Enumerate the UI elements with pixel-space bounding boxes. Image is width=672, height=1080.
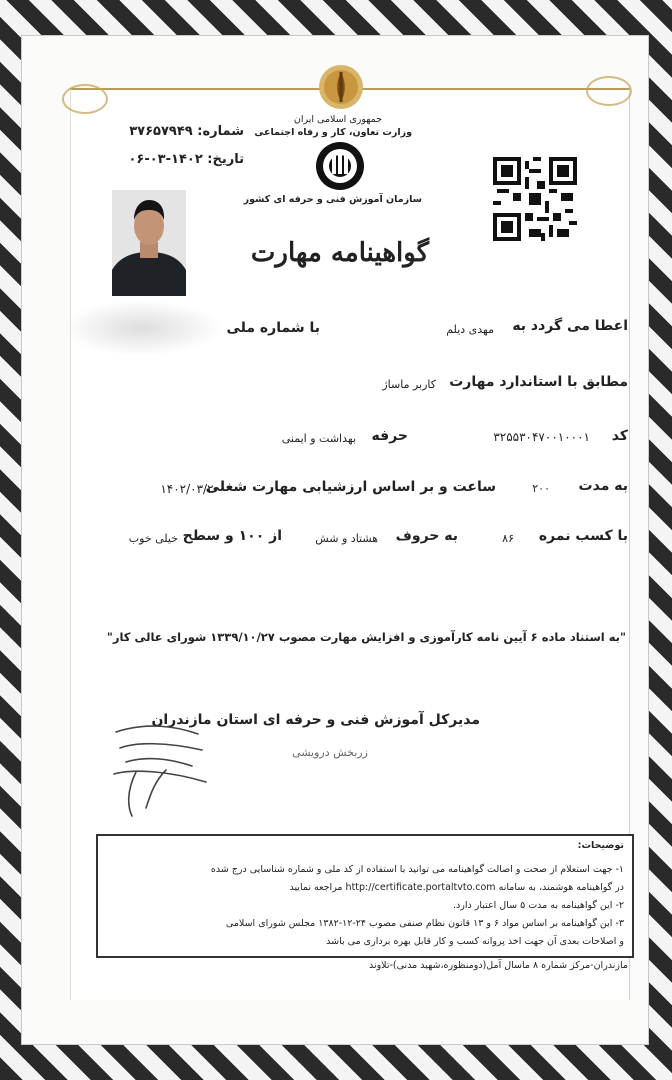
tvto-logo-icon — [314, 140, 366, 192]
qr-code-icon — [493, 156, 577, 242]
legal-reference: "به استناد ماده ۶ آیین نامه کارآموزی و افزایش مهارت مصوب ۱۳۳۹/۱۰/۲۷ شورای عالی کار" — [106, 630, 626, 644]
holder-name: مهدی دیلم — [446, 323, 494, 336]
corner-ornament-left — [62, 84, 108, 114]
person-photo-icon — [112, 190, 186, 296]
signer-title: مدیرکل آموزش فنی و حرفه ای استان مازندران — [151, 712, 480, 728]
hours-text: ساعت و بر اساس ارزشیابی مهارت شغلی — [205, 479, 496, 495]
level-label: از ۱۰۰ و سطح — [182, 528, 282, 544]
score-label: با کسب نمره — [538, 528, 628, 544]
standard-label: مطابق با استاندارد مهارت — [449, 374, 628, 390]
date-value: ۱۴۰۲-۰۳-۰۶ — [128, 152, 203, 167]
note-line-4: ۳- این گواهینامه بر اساس مواد ۶ و ۱۳ قانون نظام صنفی مصوب ۲۴-۱۲-۱۳۸۲ مجلس شورای اسلامی — [225, 918, 624, 929]
republic-text: جمهوری اسلامی ایران — [293, 114, 382, 125]
level-value: خیلی خوب — [128, 532, 178, 545]
signer-name: زربخش درویشی — [292, 746, 368, 759]
code-value: ۳۲۵۵۳۰۴۷۰۰۱۰۰۰۱ — [493, 430, 590, 444]
profession-value: بهداشت و ایمنی — [281, 432, 356, 445]
certificate-title: گواهینامه مهارت — [250, 238, 430, 268]
serial-value: ۳۷۶۵۷۹۴۹ — [129, 124, 193, 139]
profession-label: حرفه — [371, 428, 408, 444]
national-id-label: با شماره ملی — [226, 320, 320, 336]
notes-box — [96, 834, 634, 958]
note-line-2: در گواهینامه هوشمند، به سامانه http://certificate.portaltvto.com مراجعه نمایید — [289, 882, 624, 893]
emblem-icon — [318, 64, 364, 110]
holder-photo — [112, 190, 186, 296]
note-line-5: و اصلاحات بعدی آن جهت اخذ پروانه کسب و کار قابل بهره برداری می باشد — [326, 936, 624, 947]
duration-value: ۲۰۰ — [532, 482, 550, 495]
org-name-text: سازمان آموزش فنی و حرفه ای کشور — [243, 194, 422, 205]
serial-number — [108, 124, 244, 139]
standard-value: کاربر ماساژ — [382, 378, 436, 391]
exam-date: ۱۴۰۲/۰۳/۲۰ — [160, 482, 220, 496]
issuing-center: مازندران-مرکز شماره ۸ ماسال آمل(دومنظوره،شهید مدنی)-تلاوند — [368, 960, 628, 971]
letters-value: هشتاد و شش — [315, 532, 378, 545]
letters-label: به حروف — [395, 528, 458, 544]
corner-ornament-right — [586, 76, 632, 106]
note-line-1: ۱- جهت استعلام از صحت و اصالت گواهینامه می توانید با استفاده از کد ملی و شماره شناسایی درج شده — [210, 864, 624, 875]
notes-heading: توضیحات: — [577, 840, 624, 851]
issue-date — [98, 152, 244, 167]
note-line-3: ۲- این گواهینامه به مدت ۵ سال اعتبار دارد. — [453, 900, 624, 911]
photo-stamp — [62, 300, 222, 356]
date-label: تاریخ: — [207, 152, 244, 167]
signature-icon — [106, 712, 216, 822]
serial-label: شماره: — [197, 124, 244, 139]
ministry-text: وزارت تعاون، کار و رفاه اجتماعی — [254, 127, 412, 138]
duration-label: به مدت — [578, 478, 628, 494]
granted-label: اعطا می گردد به — [512, 318, 628, 334]
score-value: ۸۶ — [502, 532, 514, 545]
code-label: کد — [611, 428, 628, 444]
